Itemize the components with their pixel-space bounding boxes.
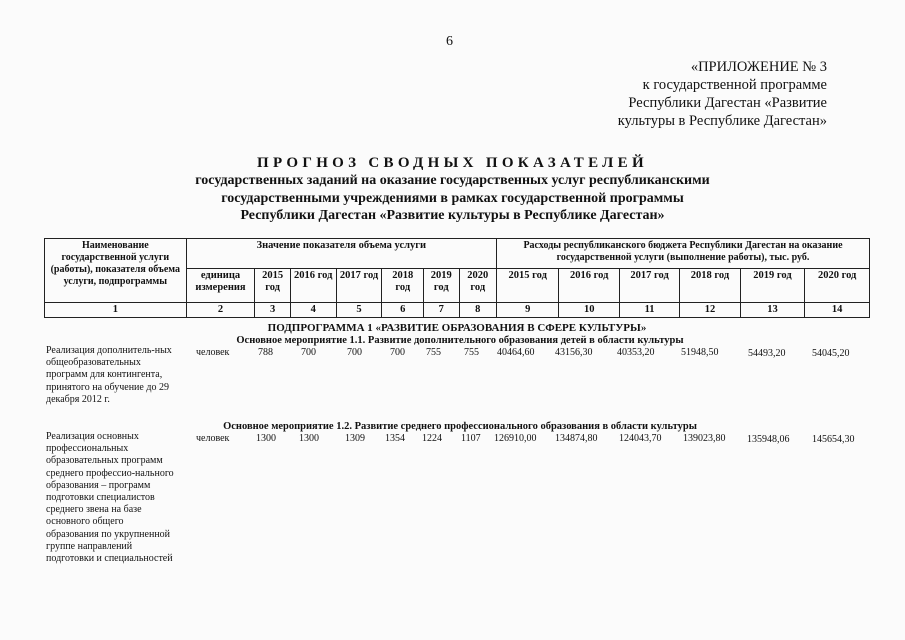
header-expenses-group: Расходы республиканского бюджета Республики Дагестан на оказание государственной услуги (выполнение работы), тыс. руб. [497,239,870,269]
header-expense-year: 2020 год [805,269,870,303]
column-number: 11 [619,303,679,318]
expense-cell: 124043,70 [619,433,662,444]
column-number: 12 [680,303,740,318]
volume-cell: 1224 [422,433,442,444]
measure-title: Основное мероприятие 1.1. Развитие дополнительного образования детей в области культуры [236,335,684,346]
appendix-line: Республики Дагестан «Развитие [628,95,827,111]
volume-cell: 1300 [299,433,319,444]
header-year: 2015 год [255,269,290,303]
column-number: 1 [45,303,187,318]
header-expense-year: 2016 год [559,269,619,303]
title-subline: Республики Дагестан «Развитие культуры в Республике Дагестан» [240,208,665,223]
column-number: 14 [805,303,870,318]
column-number: 4 [290,303,336,318]
column-number: 3 [255,303,290,318]
expense-cell: 134874,80 [555,433,598,444]
volume-cell: 1300 [256,433,276,444]
unit-cell: человек [196,433,230,444]
header-expense-year: 2018 год [680,269,740,303]
column-number: 8 [459,303,497,318]
header-unit: единица измерения [186,269,255,303]
header-name: Наименование государственной услуги (работы), показателя объема услуги, подпрограммы [45,239,187,303]
expense-cell: 135948,06 [747,434,790,445]
expense-cell: 54045,20 [812,348,850,359]
title-main: ПРОГНОЗ СВОДНЫХ ПОКАЗАТЕЛЕЙ [257,155,648,171]
expense-cell: 54493,20 [748,348,786,359]
service-name: Реализация дополнитель-ных общеобразовательных программ для контингента, принятого на обучение до 29 декабря 2012 г. [46,345,172,405]
volume-cell: 700 [390,347,405,358]
appendix-line: к государственной программе [642,77,827,93]
appendix-line: культуры в Республике Дагестан» [617,113,827,129]
expense-cell: 51948,50 [681,347,719,358]
column-number: 7 [424,303,459,318]
header-year: 2018 год [382,269,424,303]
header-year: 2019 год [424,269,459,303]
expense-cell: 40464,60 [497,347,535,358]
appendix-line: «ПРИЛОЖЕНИЕ № 3 [690,59,827,75]
subprogram-title: ПОДПРОГРАММА 1 «РАЗВИТИЕ ОБРАЗОВАНИЯ В СФЕРЕ КУЛЬТУРЫ» [267,322,647,334]
volume-cell: 1354 [385,433,405,444]
expense-cell: 43156,30 [555,347,593,358]
column-number: 9 [497,303,559,318]
expense-cell: 126910,00 [494,433,537,444]
header-expense-year: 2019 год [740,269,805,303]
header-volume-group: Значение показателя объема услуги [186,239,496,269]
service-name: Реализация основных профессиональных образовательных программ среднего профессио-нального образования – программ подготовки специалистов среднего звена на базе основного общего образования по укрупненной группе направлений подготовки и специальностей [46,431,174,565]
unit-cell: человек [196,347,230,358]
indicators-table-header [44,238,870,318]
expense-cell: 145654,30 [812,434,855,445]
header-expense-year: 2015 год [497,269,559,303]
column-number: 2 [186,303,255,318]
header-year: 2017 год [336,269,382,303]
header-expense-year: 2017 год [619,269,679,303]
volume-cell: 755 [426,347,441,358]
volume-cell: 700 [301,347,316,358]
header-year: 2020 год [459,269,497,303]
volume-cell: 1309 [345,433,365,444]
column-number: 6 [382,303,424,318]
document-title [0,154,905,225]
measure-title: Основное мероприятие 1.2. Развитие среднего профессионального образования в области культуры [223,421,697,432]
volume-cell: 788 [258,347,273,358]
volume-cell: 755 [464,347,479,358]
column-number: 13 [740,303,805,318]
column-number: 5 [336,303,382,318]
title-subline: государственных заданий на оказание государственных услуг республиканскими [195,173,710,188]
appendix-block [527,58,827,130]
expense-cell: 40353,20 [617,347,655,358]
column-number: 10 [559,303,619,318]
title-subline: государственными учреждениями в рамках государственной программы [221,190,684,206]
volume-cell: 1107 [461,433,481,444]
expense-cell: 139023,80 [683,433,726,444]
page-number: 6 [446,34,453,49]
header-year: 2016 год [290,269,336,303]
volume-cell: 700 [347,347,362,358]
